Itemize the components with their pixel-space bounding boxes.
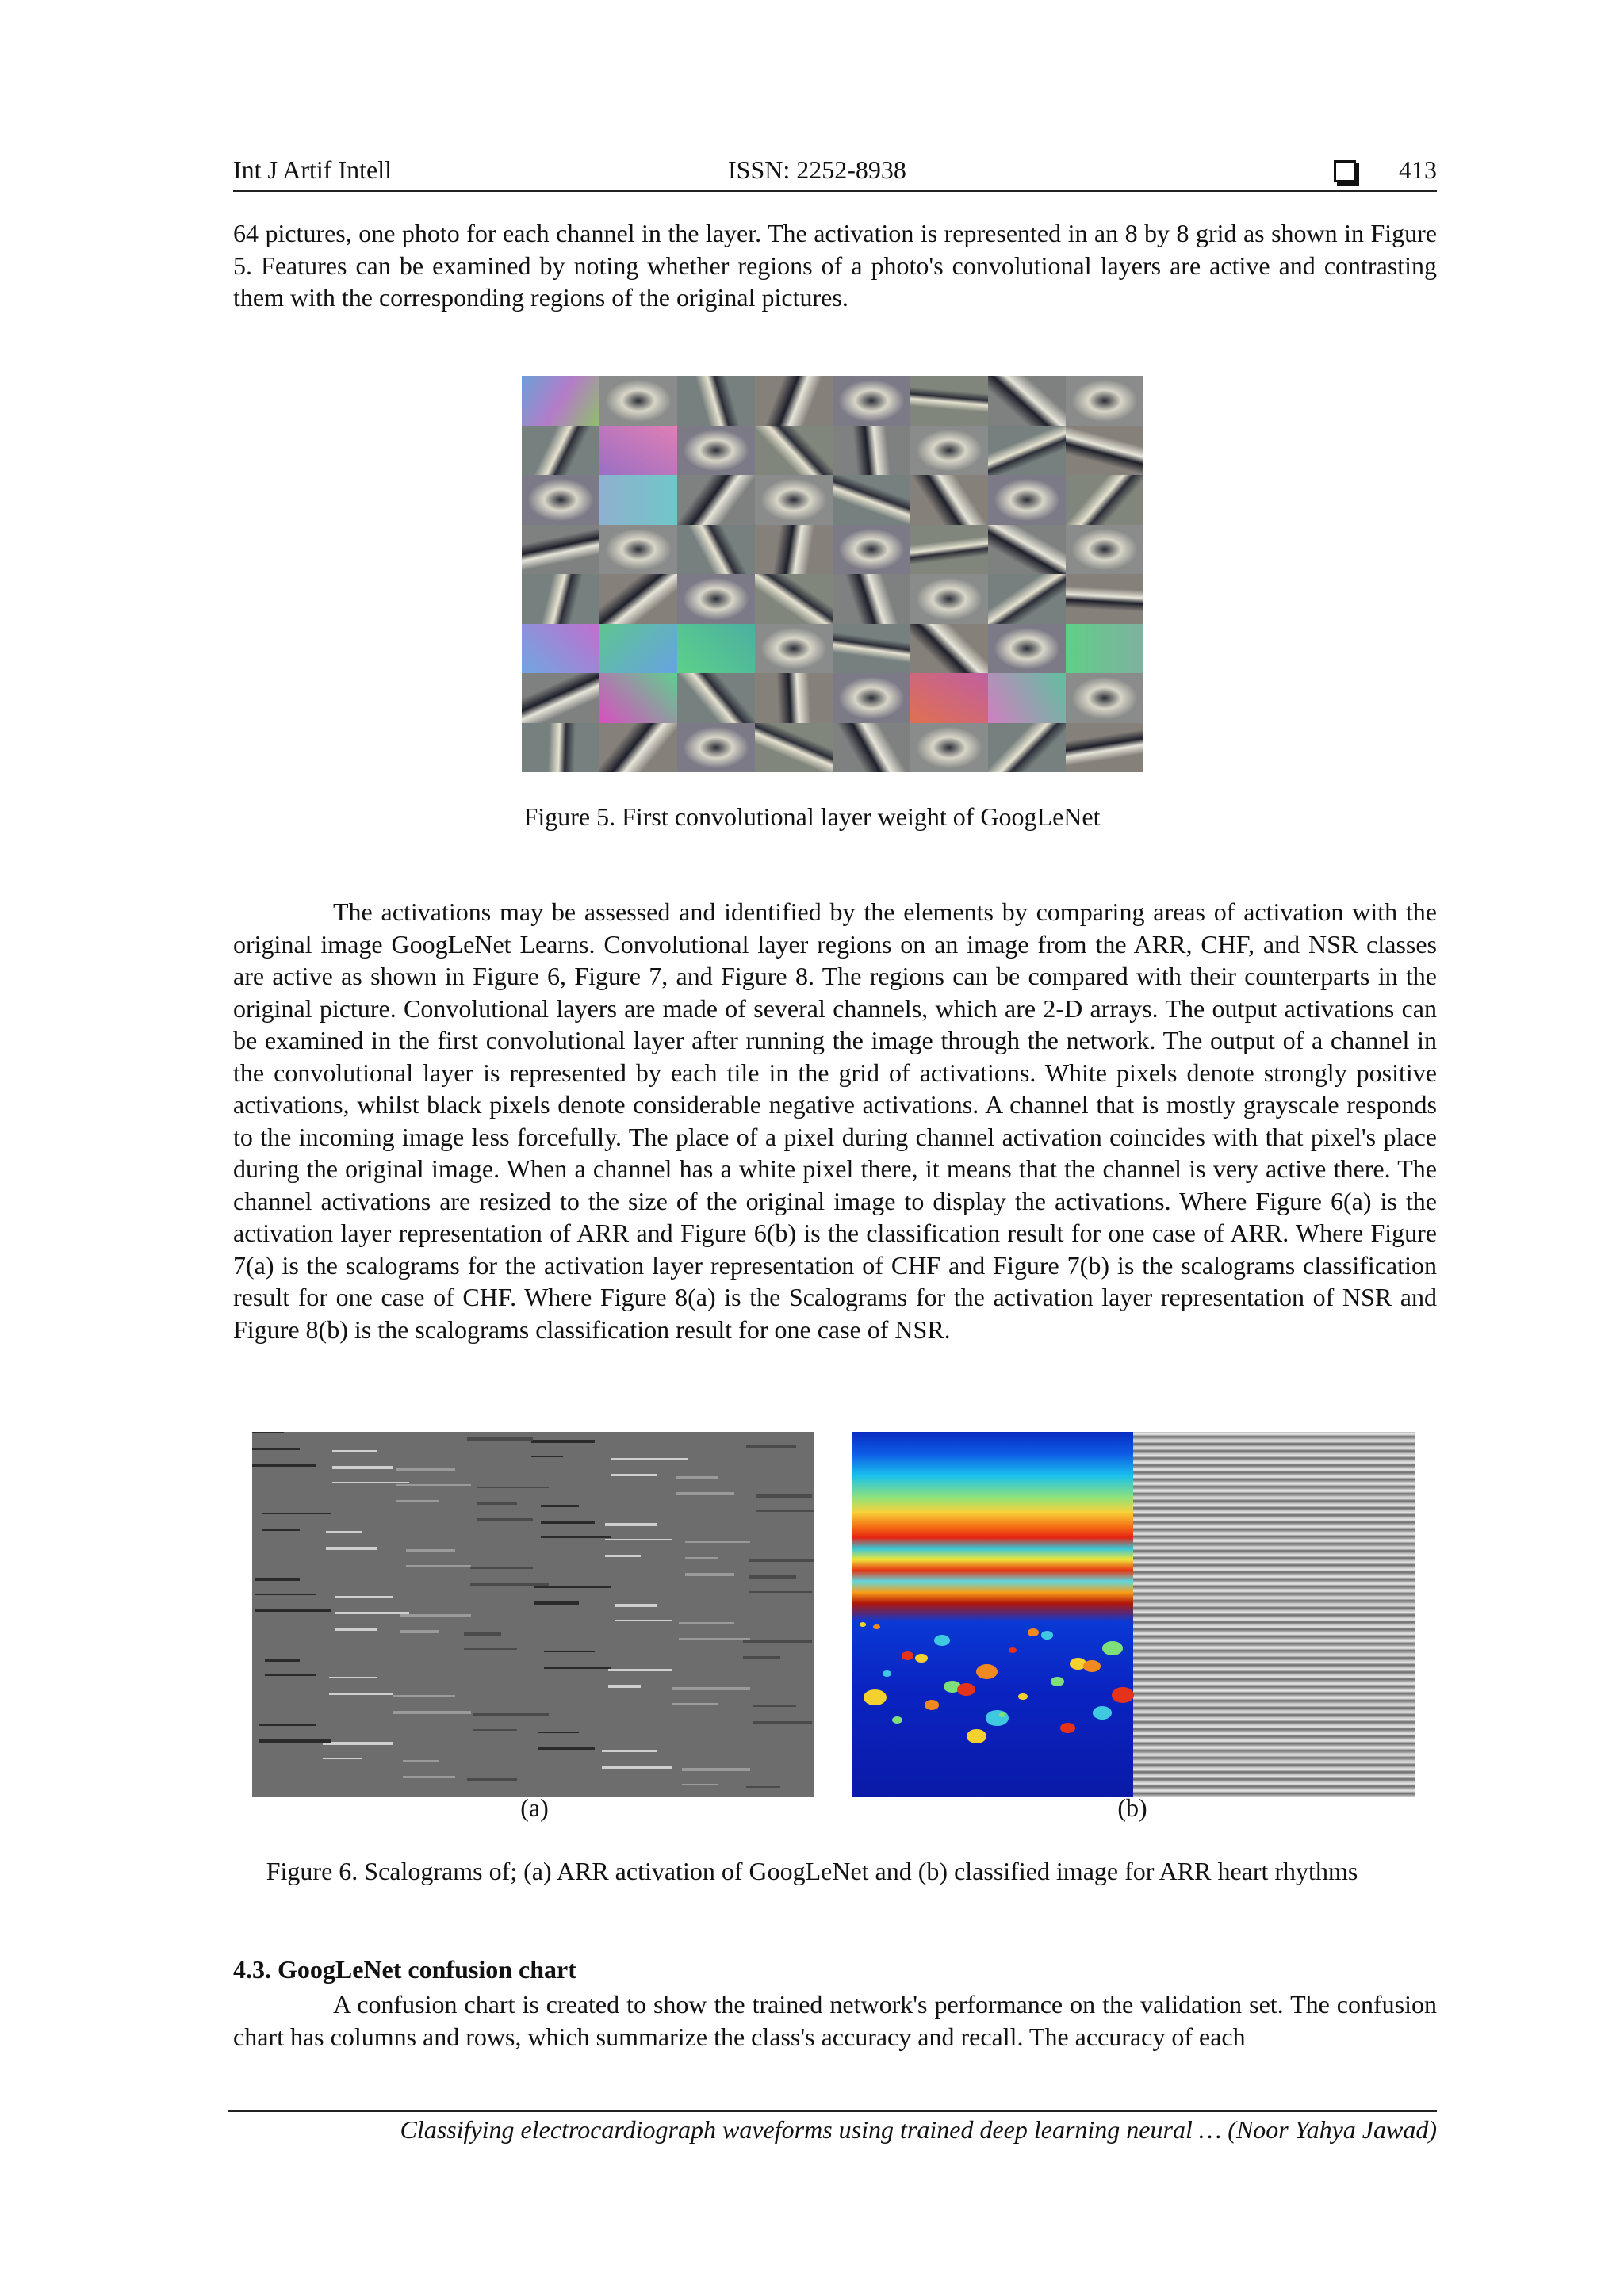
activation-strip xyxy=(749,1591,812,1593)
filter-tile xyxy=(910,624,988,674)
filter-tile xyxy=(677,723,755,773)
scalogram-blob xyxy=(999,1712,1005,1717)
filter-tile xyxy=(599,673,677,723)
activation-strip xyxy=(335,1612,409,1614)
activation-strip xyxy=(541,1521,595,1524)
filter-tile xyxy=(522,723,599,773)
filter-tile xyxy=(522,574,599,624)
activation-strip xyxy=(464,1632,501,1636)
activation-strip xyxy=(544,1667,611,1669)
activation-strip xyxy=(329,1693,393,1695)
scalogram-blob xyxy=(1051,1677,1064,1686)
activation-strip xyxy=(672,1687,750,1690)
filter-tile xyxy=(599,426,677,476)
filter-tile xyxy=(988,475,1066,525)
filter-tile xyxy=(599,574,677,624)
activation-strip xyxy=(252,1432,284,1433)
activation-strip xyxy=(541,1505,579,1507)
scalogram-blob xyxy=(976,1664,998,1679)
figure-5-caption: Figure 5. First convolutional layer weight of GoogLeNet xyxy=(523,802,1101,831)
section-heading: 4.3. GoogLeNet confusion chart xyxy=(233,1955,576,1984)
activation-strip xyxy=(682,1784,718,1785)
activation-strip xyxy=(682,1768,750,1771)
filter-tile xyxy=(988,673,1066,723)
filter-tile xyxy=(599,723,677,773)
activation-strip xyxy=(403,1776,455,1778)
activation-strip xyxy=(255,1578,300,1581)
paragraph-intro: 64 pictures, one photo for each channel in the layer. The activation is represented in an 8 by 8 grid as shown in Figure 5. Features can be examined by noting whether regions of a photo's convolutional layers are active and contrasting them with the corresponding regions of the original pictures. xyxy=(233,219,1437,312)
activation-strip xyxy=(676,1476,718,1479)
scalogram-blob xyxy=(1102,1641,1123,1655)
filter-tile xyxy=(910,376,988,426)
filter-tile xyxy=(910,475,988,525)
activation-strip xyxy=(602,1766,672,1769)
activation-strip xyxy=(541,1536,611,1538)
filter-tile xyxy=(677,673,755,723)
activation-strip xyxy=(605,1539,672,1540)
filter-tile xyxy=(988,574,1066,624)
activation-strip xyxy=(393,1695,455,1697)
activation-strip xyxy=(464,1648,517,1650)
filter-tile xyxy=(1066,525,1143,575)
activation-strip xyxy=(672,1703,718,1705)
activation-strip xyxy=(749,1575,796,1578)
filter-tile xyxy=(910,525,988,575)
scalogram-gray-panel xyxy=(1133,1432,1415,1797)
filter-tile xyxy=(833,376,910,426)
activation-strip xyxy=(470,1583,549,1586)
activation-strip xyxy=(393,1711,471,1714)
scalogram-blob xyxy=(1112,1687,1134,1703)
activation-strip xyxy=(679,1638,750,1640)
filter-tile xyxy=(910,574,988,624)
activation-strip xyxy=(467,1778,517,1781)
filter-tile xyxy=(1066,475,1143,525)
filter-tile xyxy=(599,376,677,426)
page-header xyxy=(233,155,1437,192)
activation-strip xyxy=(538,1747,595,1750)
scalogram-blob xyxy=(1093,1706,1112,1720)
filter-tile xyxy=(599,624,677,674)
activation-strip xyxy=(611,1474,657,1476)
page-number: 413 xyxy=(1399,155,1437,184)
filter-tile xyxy=(833,723,910,773)
activation-strip xyxy=(396,1500,439,1502)
activation-strip xyxy=(753,1705,796,1707)
activation-strip xyxy=(615,1604,657,1607)
filter-tile xyxy=(677,475,755,525)
activation-strip xyxy=(473,1713,549,1716)
activation-strip xyxy=(531,1440,595,1443)
activation-strip xyxy=(756,1510,814,1512)
figure-5-weights-grid xyxy=(522,376,1143,772)
filter-tile xyxy=(1066,673,1143,723)
filter-tile xyxy=(522,475,599,525)
filter-tile xyxy=(755,673,833,723)
activation-strip xyxy=(323,1758,362,1759)
activation-strip xyxy=(538,1732,579,1733)
activation-strip xyxy=(679,1622,734,1624)
scalogram-blob xyxy=(902,1651,914,1660)
activation-strip xyxy=(615,1620,672,1621)
activation-strip xyxy=(477,1502,517,1505)
scalogram-color-panel xyxy=(852,1432,1133,1797)
filter-tile xyxy=(1066,426,1143,476)
filter-tile xyxy=(910,673,988,723)
activation-strip xyxy=(743,1640,812,1643)
scalogram-blob xyxy=(860,1622,866,1627)
activation-strip xyxy=(608,1685,641,1688)
activation-strip xyxy=(400,1614,471,1617)
filter-tile xyxy=(522,376,599,426)
activation-strip xyxy=(326,1531,362,1533)
filter-tile xyxy=(522,624,599,674)
scalogram-blob xyxy=(883,1670,891,1677)
activation-strip xyxy=(749,1559,814,1562)
filter-tile xyxy=(755,624,833,674)
activation-strip xyxy=(326,1547,377,1550)
activation-strip xyxy=(602,1750,657,1752)
activation-strip xyxy=(477,1487,549,1488)
filter-tile xyxy=(677,624,755,674)
filter-tile xyxy=(1066,376,1143,426)
activation-strip xyxy=(265,1674,316,1676)
filter-tile xyxy=(755,525,833,575)
filter-tile xyxy=(988,624,1066,674)
activation-strip xyxy=(743,1656,780,1659)
activation-strip xyxy=(335,1628,377,1631)
activation-strip xyxy=(332,1466,393,1469)
filter-tile xyxy=(910,723,988,773)
filter-tile xyxy=(833,673,910,723)
activation-strip xyxy=(746,1445,796,1448)
figure-6b-scalogram-image xyxy=(852,1432,1415,1797)
filter-tile xyxy=(522,673,599,723)
figure-6-sublabel-b: (b) xyxy=(1117,1793,1147,1822)
activation-strip xyxy=(262,1529,300,1531)
filter-tile xyxy=(599,475,677,525)
filter-tile xyxy=(833,475,910,525)
activation-strip xyxy=(611,1458,688,1460)
activation-strip xyxy=(255,1609,331,1612)
activation-strip xyxy=(332,1450,377,1452)
scalogram-blob xyxy=(934,1635,950,1646)
activation-strip xyxy=(467,1437,533,1441)
square-icon xyxy=(1334,160,1356,182)
activation-strip xyxy=(756,1494,812,1498)
page-footer: Classifying electrocardiograph waveforms using trained deep learning neural … (Noor Yahya Jawad) xyxy=(400,2115,1437,2144)
filter-tile xyxy=(988,525,1066,575)
filter-tile xyxy=(988,376,1066,426)
activation-strip xyxy=(259,1739,331,1743)
filter-tile xyxy=(910,426,988,476)
activation-strip xyxy=(252,1448,300,1450)
scalogram-blob xyxy=(892,1716,902,1724)
filter-tile xyxy=(833,624,910,674)
activation-strip xyxy=(605,1523,657,1526)
filter-tile xyxy=(677,525,755,575)
activation-strip xyxy=(753,1721,812,1724)
figure-6-caption: Figure 6. Scalograms of; (a) ARR activation of GoogLeNet and (b) classified image for ARR heart rhythms xyxy=(266,1857,1358,1885)
activation-strip xyxy=(608,1669,672,1671)
figure-6a-activation-image xyxy=(252,1432,814,1797)
activation-strip xyxy=(685,1557,718,1559)
footer-rule xyxy=(228,2110,1437,2112)
paragraph-confusion: A confusion chart is created to show the trained network's performance on the validation set. The confusion chart has columns and rows, which summarize the class's accuracy and recall. The accuracy of each xyxy=(233,1990,1437,2051)
filter-tile xyxy=(755,376,833,426)
filter-tile xyxy=(1066,574,1143,624)
activation-strip xyxy=(332,1482,409,1483)
page-number-group xyxy=(1334,155,1437,185)
scalogram-blob xyxy=(1009,1647,1017,1653)
activation-strip xyxy=(262,1513,331,1514)
filter-tile xyxy=(677,574,755,624)
filter-tile xyxy=(599,525,677,575)
activation-strip xyxy=(473,1729,517,1731)
scalogram-blob xyxy=(957,1683,975,1696)
filter-tile xyxy=(677,426,755,476)
filter-tile xyxy=(833,574,910,624)
activation-strip xyxy=(252,1464,316,1467)
paragraph-activations: The activations may be assessed and identified by the elements by comparing areas of activation with the original image GoogLeNet Learns. Convolutional layer regions on an image from the ARR, CHF, and NSR classes are active as shown in Figure 6, Figure 7, and Figure 8. The regions can be compared with their counterparts in the original picture. Convolutional layers are made of several channels, which are 2-D arrays. The output activations can be examined in the first convolutional layer after running the image through the network. The output of a channel in the convolutional layer is represented by each tile in the grid of activations. White pixels denote strongly positive activations, whilst black pixels denote considerable negative activations. A channel that is mostly grayscale responds to the incoming image less forcefully. The place of a pixel during channel activation coincides with that pixel's place during the original image. When a channel has a white pixel there, it means that the channel is very active there. The channel activations are resized to the size of the original image to display the activations. Where Figure 6(a) is the activation layer representation of ARR and Figure 6(b) is the classification result for one case of ARR. Where Figure 7(a) is the scalograms for the activation layer representation of CHF and Figure 7(b) is the scalograms classification result for one case of CHF. Where Figure 8(a) is the Scalograms for the activation layer representation of NSR and Figure 8(b) is the scalograms classification result for one case of NSR. xyxy=(233,897,1437,1344)
issn: ISSN: 2252-8938 xyxy=(728,155,906,184)
activation-strip xyxy=(396,1484,471,1486)
journal-name: Int J Artif Intell xyxy=(233,155,392,184)
filter-tile xyxy=(677,376,755,426)
scalogram-blob xyxy=(925,1700,939,1710)
filter-tile xyxy=(755,574,833,624)
activation-strip xyxy=(259,1724,316,1726)
scalogram-blob xyxy=(967,1729,986,1743)
filter-tile xyxy=(1066,723,1143,773)
activation-strip xyxy=(255,1594,316,1595)
activation-strip xyxy=(406,1549,455,1552)
activation-strip xyxy=(323,1742,393,1745)
filter-tile xyxy=(755,426,833,476)
activation-strip xyxy=(329,1677,377,1678)
filter-tile xyxy=(833,525,910,575)
filter-tile xyxy=(522,525,599,575)
activation-strip xyxy=(396,1468,455,1471)
filter-tile xyxy=(522,426,599,476)
figure-6-sublabel-a: (a) xyxy=(520,1793,549,1822)
activation-strip xyxy=(605,1555,641,1557)
activation-strip xyxy=(685,1573,734,1576)
activation-strip xyxy=(544,1651,595,1652)
filter-tile xyxy=(755,723,833,773)
filter-tile xyxy=(755,475,833,525)
activation-strip xyxy=(685,1541,750,1543)
activation-strip xyxy=(403,1760,439,1762)
filter-tile xyxy=(833,426,910,476)
scalogram-blob xyxy=(1041,1631,1053,1640)
activation-strip xyxy=(676,1492,734,1495)
filter-tile xyxy=(988,426,1066,476)
scalogram-blob xyxy=(1028,1628,1039,1636)
activation-strip xyxy=(400,1630,439,1633)
activation-strip xyxy=(406,1565,471,1567)
activation-strip xyxy=(477,1518,533,1521)
activation-strip xyxy=(265,1659,300,1662)
activation-strip xyxy=(746,1786,780,1788)
filter-tile xyxy=(1066,624,1143,674)
filter-tile xyxy=(988,723,1066,773)
activation-strip xyxy=(534,1601,579,1605)
activation-strip xyxy=(335,1596,393,1598)
activation-strip xyxy=(470,1567,533,1569)
activation-strip xyxy=(534,1586,611,1588)
activation-strip xyxy=(531,1456,563,1457)
